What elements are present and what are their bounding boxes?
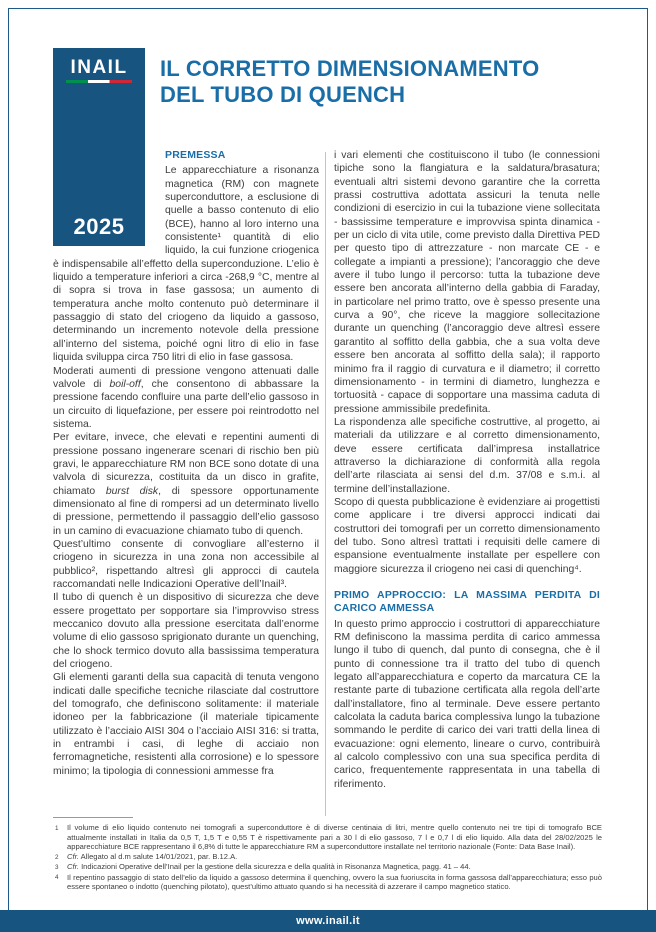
page-title-line-2: DEL TUBO DI QUENCH bbox=[160, 82, 406, 107]
inail-logo-text: INAIL bbox=[70, 57, 128, 78]
footnote bbox=[53, 862, 602, 872]
footnote-text: Il repentino passaggio di stato dell’elio da liquido a gassoso determina il quenching, ovvero la sua fuoriuscita in forma gassosa dall’apparecchiatura; esso può essere spontaneo o indotto (quenching pilotato), quest’ultimo attuato quando si ha necessità di azzerare il campo magnetico statico. bbox=[67, 872, 602, 892]
body-paragraph: Scopo di questa pubblicazione è evidenziare ai progettisti come applicare i tre diversi approcci indicati dai costruttori dei tomografi per un corretto dimensionamento del tubo. Sono altresì trattati i requisiti delle camere di espansione eventualmente installate per espellere con maggiore sicurezza il criogeno nei casi di quenching⁴. bbox=[334, 496, 600, 575]
page-title-line-1: IL CORRETTO DIMENSIONAMENTO bbox=[160, 56, 540, 81]
body-paragraph: i vari elementi che costituiscono il tubo (le connessioni tipiche sono la flangiatura e la saldatura/brasatura; eventuali altri sistemi devono garantire che la corretta prassi costruttiva adottata assicuri la tenuta nelle condizioni di esercizio in cui la tubazione viene sollecitata - bassissime temperature e improvvisa spinta dinamica - per un ciclo di vita utile, come previsto dalla Direttiva PED per questo tipo di attrezzature - non marcate CE - e collegate a impianti a pressione); l’ancoraggio che deve avere il tubo lungo il percorso: tutta la tubazione deve essere ben ancorata all’interno della gabbia di Faraday, in particolare nel primo tratto, ove è spesso presente una curva a 90°, che riceve la maggiore sollecitazione durante un quenching (l’ancoraggio deve altresì essere garantito al soffitto della gabbia, che a sua volta deve essere ben ancorata al soffitto della sala); il rapporto minimo fra il raggio di curvatura e il diametro; il corretto dimensionamento - in termini di diametro, lunghezza e tortuosità - capace di sopportare una massima caduta di pressione ammissibile predefinita. bbox=[334, 150, 600, 415]
body-paragraph: Il tubo di quench è un dispositivo di sicurezza che deve essere progettato per sopportare sia l’improvviso stress meccanico dovuto alla pressione esercitata dall’enorme volume di elio gassoso sprigionato durante un quenching, che lo shock termico dovuto alla bassissima temperatura del criogeno. bbox=[53, 592, 319, 671]
footnote-text: Cfr. Indicazioni Operative dell’Inail per la gestione della sicurezza e della qualità in Risonanza Magnetica, pagg. 41 – 44. bbox=[67, 862, 471, 872]
footnotes-section bbox=[53, 817, 602, 892]
body-paragraph: Quest’ultimo consente di convogliare all’esterno il criogeno in sicurezza in una zona non accessibile al pubblico², rispettando altresì gli approcci di cautela raccomandati nelle Indicazioni Operative dell’Inail³. bbox=[53, 538, 319, 590]
year-label: 2025 bbox=[73, 214, 125, 239]
footnote-number: 4 bbox=[55, 874, 59, 882]
footnote bbox=[53, 823, 602, 852]
italian-flag-stripe bbox=[66, 80, 132, 83]
body-paragraph: La rispondenza alle specifiche costruttive, al progetto, ai materiali da utilizzare e al corretto dimensionamento, deve essere certificata dall’impresa installatrice attraverso la dichiarazione di conformità alla regola dell’arte rilasciata ai sensi del d.m. 37/08 e s.m.i. al termine dell’installazione. bbox=[334, 416, 600, 495]
body-paragraph: Moderati aumenti di pressione vengono attenuati dalle valvole di boil-off, che consentono di abbassare la pressione facendo confluire una parte dell’elio gassoso in un circuito di liquefazione, per essere poi reintrodotto nel sistema. bbox=[53, 365, 319, 430]
right-column bbox=[334, 149, 600, 819]
footer-bar bbox=[0, 910, 656, 932]
body-paragraph: Per evitare, invece, che elevati e repentini aumenti di pressione possano ingenerare scenari di rischio ben più gravi, le apparecchiature RM non BCE sono dotate di una valvola di sicurezza, costituita da un disco in grafite, chiamato burst disk, di spessore opportunamente dimensionato al fine di rompersi ad un determinato livello di pressione, permettendo il passaggio dell’elio gassoso in un camino di evacuazione chiamato tubo di quench. bbox=[53, 432, 319, 537]
footnote-number: 3 bbox=[55, 863, 59, 871]
footer-url: www.inail.it bbox=[296, 915, 360, 927]
column-divider bbox=[325, 152, 326, 816]
page-title bbox=[160, 56, 615, 108]
body-paragraph: Le apparecchiature a risonanza magnetica (RM) con magnete superconduttore, a esclusione di quelle a basso contenuto di elio (BCE), hanno al loro interno una consistente¹ quantità di elio liquido, la cui funzione criogenica è indispensabile all’effetto della superconduzione. L’elio è liquido a temperature inferiori a circa -268,9 °C, mentre al di sopra si trova in fase gassosa; un aumento di temperatura anche molto contenuto può determinare il passaggio di stato del criogeno da liquido a gassoso, determinando un incremento notevole della pressione all’interno del sistema, poiché ogni litro di elio in fase liquida sviluppa circa 750 litri di elio in fase gassosa. bbox=[53, 165, 319, 364]
footnote-separator bbox=[53, 817, 133, 818]
inail-logo bbox=[53, 48, 145, 83]
footnote-number: 2 bbox=[55, 853, 59, 861]
body-paragraph: In questo primo approccio i costruttori di apparecchiature RM definiscono la massima perdita di carico ammessa lungo il tubo di quench, dal punto di consegna, che è il punto di connessione tra il tratto del tubo di quench legato all’apparecchiatura e coperto da marcatura CE la restante parte di tubazione certificata alla regola dell’arte dall’installatore, fino al terminale. Deve essere pertanto calcolata la caduta barica complessiva lungo la tubazione sommando le perdite di carico dei vari tratti della linea di evacuazione: ogni elemento, lineare o curvo, contribuirà al calcolo complessivo con una sua specifica perdita di carico, frequentemente rappresentata in una tabella di riferimento. bbox=[334, 618, 600, 790]
footnote-number: 1 bbox=[55, 824, 59, 832]
body-paragraph: Gli elementi garanti della sua capacità di tenuta vengono indicati dalle specifiche tecniche rilasciate dal costruttore del tomografo, che definiscono solitamente: il materiale idoneo per la fabbricazione (il materiale tipicamente utilizzato è l’acciaio AISI 304 o l’acciaio AISI 316: si tratta, in entrambi i casi, di leghe di acciaio non ferromagnetiche, resistenti alla corrosione) e lo spessore minimo; la tipologia di connessioni ammesse fra bbox=[53, 672, 319, 777]
brand-box-text-wrap-spacer bbox=[53, 149, 165, 249]
footnote bbox=[53, 873, 602, 892]
footnote bbox=[53, 852, 602, 862]
primo-approccio-heading: PRIMO APPROCCIO: LA MASSIMA PERDITA DI CARICO AMMESSA bbox=[334, 589, 600, 615]
footnote-text: Cfr. Allegato al d.m salute 14/01/2021, par. B.12.A. bbox=[67, 852, 238, 862]
footnote-text: Il volume di elio liquido contenuto nei tomografi a superconduttore è di diverse centinaia di litri, mentre quello contenuto nei tre tipi di tomografo BCE attualmente installati in Italia da 0,5 T, 1,5 T e 0,55 T è rispettivamente pari a 30 l di elio gassoso, 7 l e 0,7 l di elio liquido. Alla data del 28/02/2025 le apparecchiature BCE rappresentano il 6,8% di tutte le apparecchiature RM a superconduttore installate nel territorio nazionale (Fonte: Data Base Inail). bbox=[67, 823, 602, 852]
premessa-heading: PREMESSA bbox=[165, 149, 226, 161]
left-column bbox=[53, 149, 319, 819]
